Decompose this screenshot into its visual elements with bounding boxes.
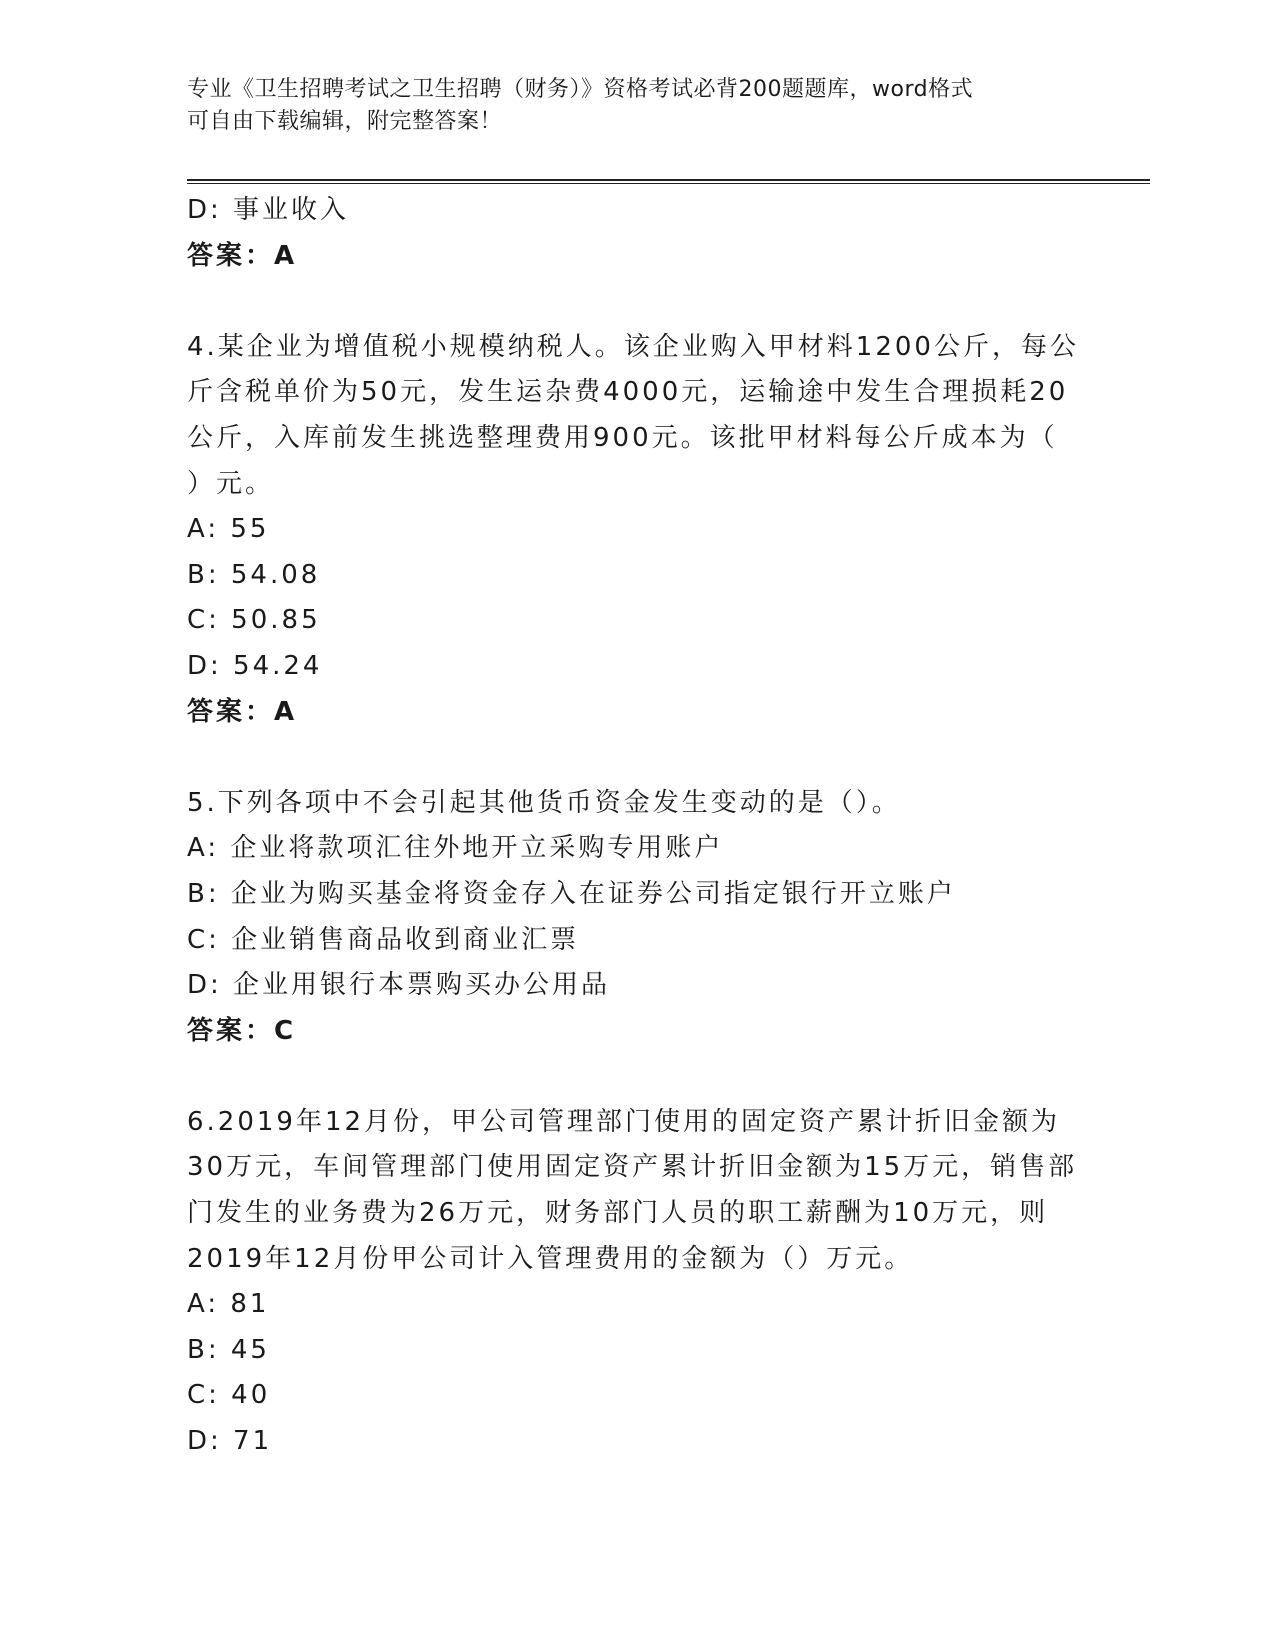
question-text-line: 5.下列各项中不会引起其他货币资金发生变动的是（）。	[187, 787, 901, 818]
question-block-4	[187, 325, 1087, 735]
option-b: B: 企业为购买基金将资金存入在证券公司指定银行开立账户	[187, 878, 956, 909]
header-line-2: 可自由下载编辑，附完整答案！	[187, 109, 503, 134]
option-c: C: 40	[187, 1380, 271, 1411]
header-rule-thin	[187, 183, 1150, 184]
question-text-line: 30万元，车间管理部门使用固定资产累计折旧金额为15万元，销售部	[187, 1152, 1078, 1183]
option-b: B: 54.08	[187, 559, 321, 590]
header-rule-thick	[187, 179, 1150, 181]
option-c: C: 企业销售商品收到商业汇票	[187, 924, 580, 955]
option-d: D: 54.24	[187, 650, 323, 681]
question-text-line: 2019年12月份甲公司计入管理费用的金额为（）万元。	[187, 1243, 914, 1274]
spacer	[187, 1054, 1087, 1100]
header-line-1: 专业《卫生招聘考试之卫生招聘（财务）》资格考试必背200题题库，word格式	[187, 77, 974, 102]
question-text-line: 4.某企业为增值税小规模纳税人。该企业购入甲材料1200公斤，每公	[187, 331, 1079, 362]
spacer	[187, 279, 1087, 325]
question-block-6	[187, 1100, 1087, 1465]
question-list	[187, 188, 1087, 1465]
question-text-line: 斤含税单价为50元，发生运杂费4000元，运输途中发生合理损耗20	[187, 377, 1069, 408]
answer-line: 答案：A	[187, 240, 298, 271]
question-text-line: 门发生的业务费为26万元，财务部门人员的职工薪酬为10万元，则	[187, 1198, 1049, 1229]
option-a: A: 81	[187, 1289, 270, 1320]
question-block-prev	[187, 188, 1087, 279]
option-c: C: 50.85	[187, 605, 321, 636]
option-d: D: 企业用银行本票购买办公用品	[187, 970, 611, 1001]
option-b: B: 45	[187, 1334, 270, 1365]
option-a: A: 企业将款项汇往外地开立采购专用账户	[187, 833, 724, 864]
option-d: D: 71	[187, 1426, 273, 1457]
spacer	[187, 735, 1087, 781]
answer-line: 答案：A	[187, 696, 298, 727]
question-text-line: 6.2019年12月份，甲公司管理部门使用的固定资产累计折旧金额为	[187, 1106, 1061, 1137]
answer-line: 答案：C	[187, 1015, 297, 1046]
question-text-line: ）元。	[187, 468, 275, 499]
option-a: A: 55	[187, 514, 270, 545]
option-d: D: 事业收入	[187, 195, 350, 225]
question-block-5	[187, 781, 1087, 1055]
page-header	[187, 74, 1087, 138]
question-text-line: 公斤，入库前发生挑选整理费用900元。该批甲材料每公斤成本为（	[187, 422, 1058, 453]
